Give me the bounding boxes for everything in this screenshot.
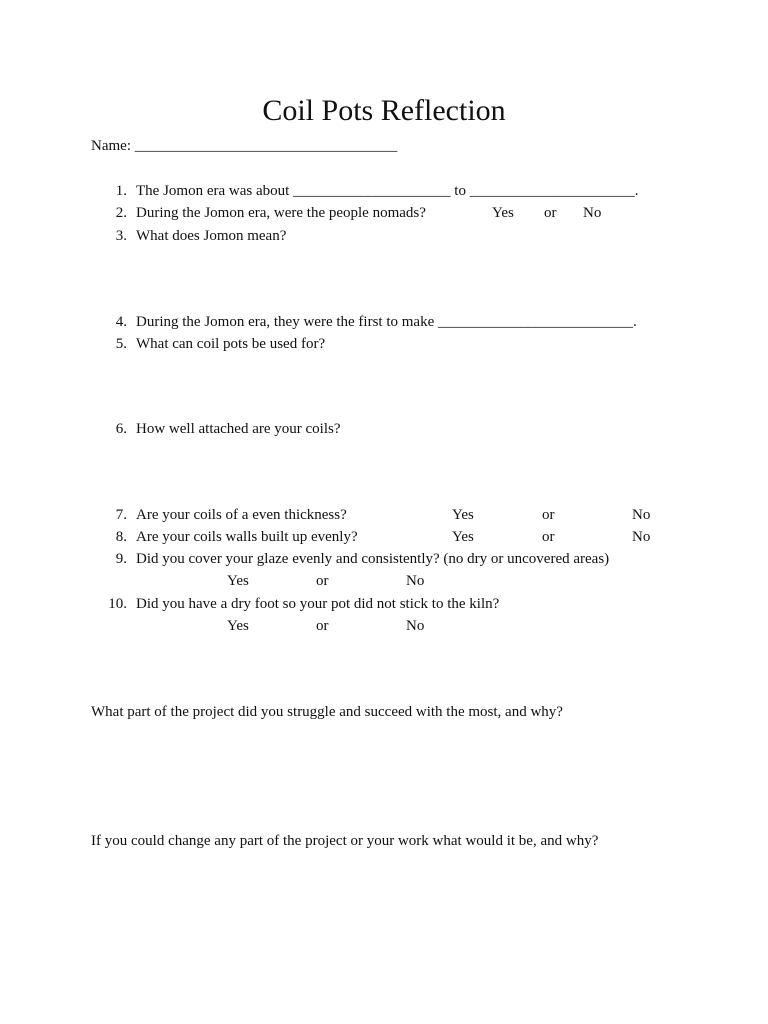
no-option[interactable]: No xyxy=(406,573,425,589)
no-option[interactable]: No xyxy=(406,618,425,634)
question-9-text: Did you cover your glaze evenly and consistently? (no dry or uncovered areas) xyxy=(136,551,610,567)
yes-option[interactable]: Yes xyxy=(452,507,474,523)
question-3-text: What does Jomon mean? xyxy=(136,228,287,244)
or-label: or xyxy=(316,618,329,634)
question-5-text: What can coil pots be used for? xyxy=(136,336,326,352)
yes-option[interactable]: Yes xyxy=(227,573,249,589)
no-option[interactable]: No xyxy=(632,529,651,545)
question-number: 3. xyxy=(115,228,127,244)
yes-option[interactable]: Yes xyxy=(492,205,514,221)
question-number: 8. xyxy=(115,529,127,545)
question-number: 7. xyxy=(115,507,127,523)
or-label: or xyxy=(542,507,555,523)
question-number: 5. xyxy=(115,336,127,352)
or-label: or xyxy=(544,205,557,221)
question-2-text: During the Jomon era, were the people nomads? xyxy=(136,205,426,221)
yes-option[interactable]: Yes xyxy=(452,529,474,545)
question-1-text: The Jomon era was about _____________________ to ______________________. xyxy=(136,183,639,199)
reflection-question-1: What part of the project did you struggle and succeed with the most, and why? xyxy=(91,704,563,720)
yes-option[interactable]: Yes xyxy=(227,618,249,634)
question-7-text: Are your coils of a even thickness? xyxy=(136,507,347,523)
question-number: 1. xyxy=(115,183,127,199)
question-number: 2. xyxy=(115,205,127,221)
reflection-question-2: If you could change any part of the project or your work what would it be, and why? xyxy=(91,833,599,849)
name-field[interactable]: Name: ___________________________________ xyxy=(91,138,398,154)
question-number: 9. xyxy=(115,551,127,567)
question-number: 6. xyxy=(115,421,127,437)
or-label: or xyxy=(542,529,555,545)
question-6-text: How well attached are your coils? xyxy=(136,421,341,437)
no-option[interactable]: No xyxy=(632,507,651,523)
no-option[interactable]: No xyxy=(583,205,602,221)
question-10-text: Did you have a dry foot so your pot did not stick to the kiln? xyxy=(136,596,500,612)
worksheet-title: Coil Pots Reflection xyxy=(262,94,506,127)
question-number: 10. xyxy=(108,596,127,612)
question-4-text: During the Jomon era, they were the first to make __________________________. xyxy=(136,314,637,330)
or-label: or xyxy=(316,573,329,589)
question-8-text: Are your coils walls built up evenly? xyxy=(136,529,358,545)
question-number: 4. xyxy=(115,314,127,330)
